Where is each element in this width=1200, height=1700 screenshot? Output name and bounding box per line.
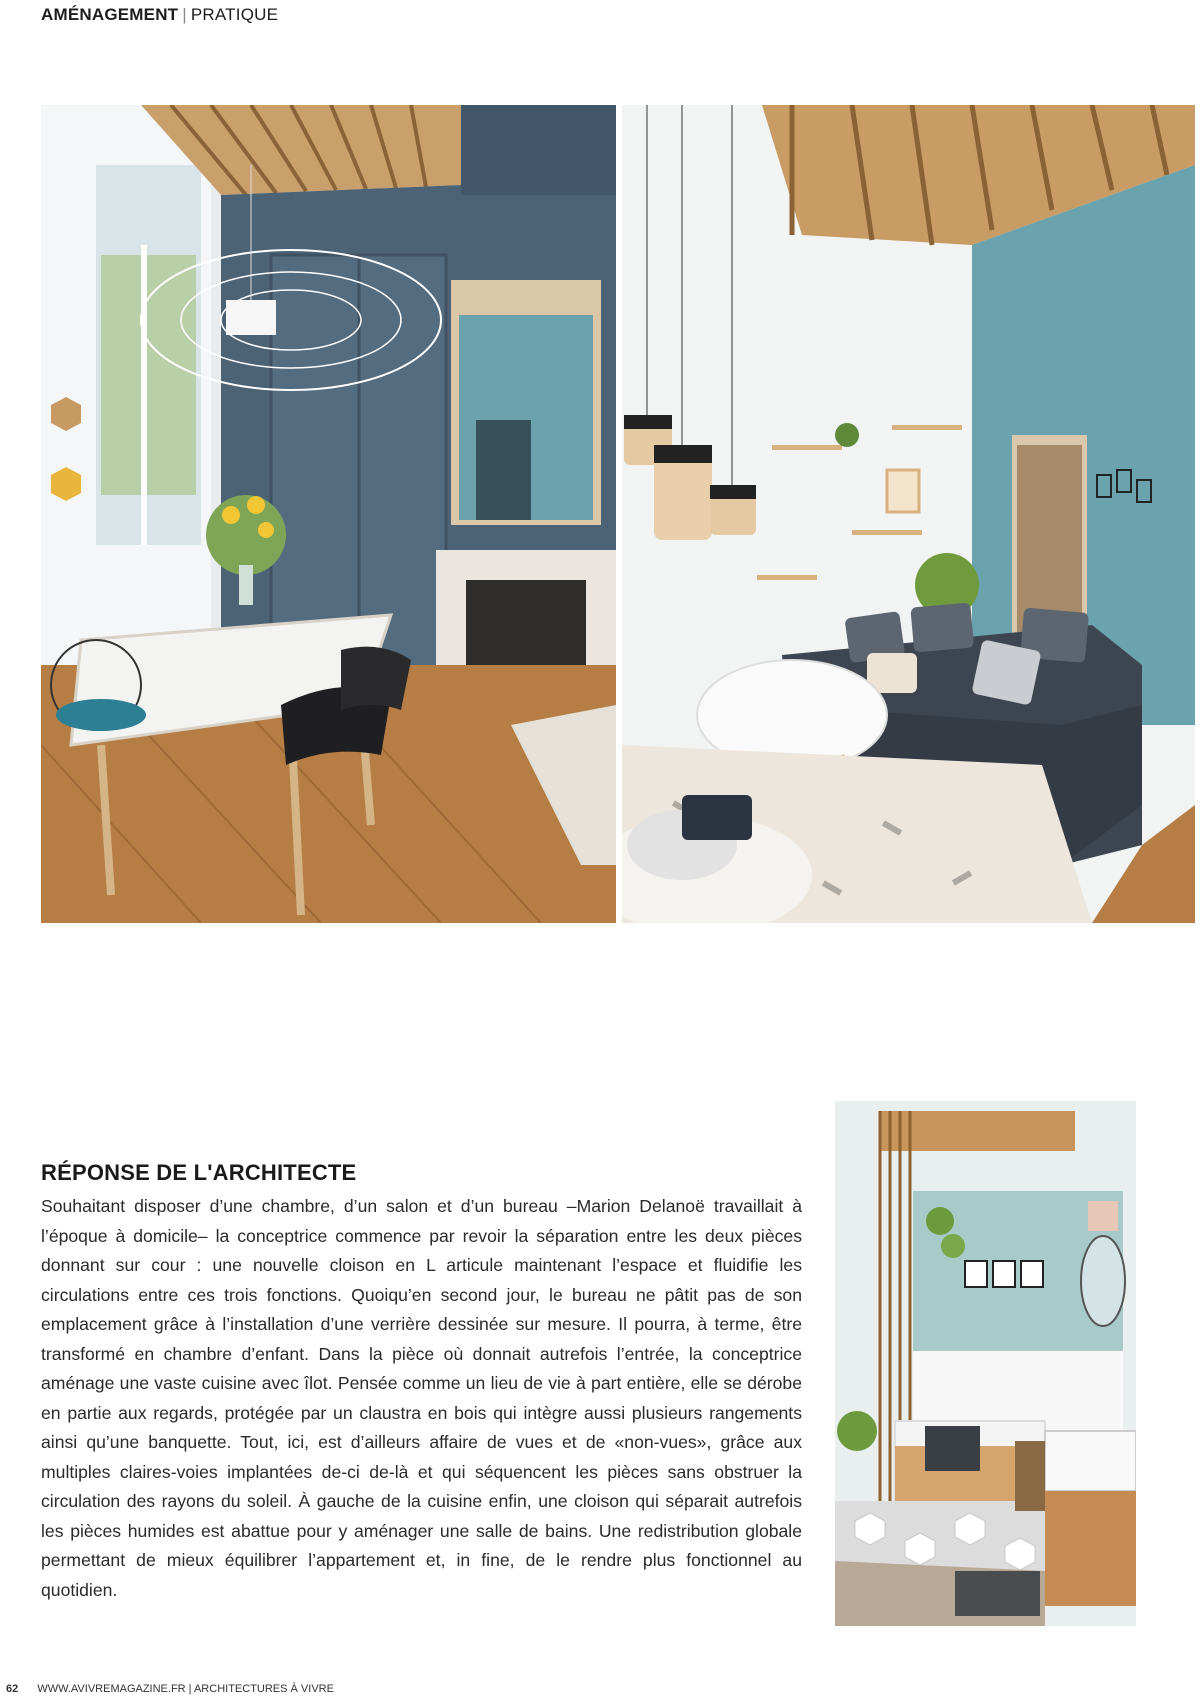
photo-bathroom <box>835 1101 1136 1626</box>
footer-text: WWW.AVIVREMAGAZINE.FR | ARCHITECTURES À VIVRE <box>37 1683 334 1695</box>
photo-living-room <box>622 105 1195 923</box>
header-separator: | <box>182 5 187 24</box>
section-label: AMÉNAGEMENT <box>41 5 179 24</box>
page-footer <box>6 1683 334 1695</box>
page-header <box>41 5 278 25</box>
subsection-label: PRATIQUE <box>190 5 279 24</box>
article <box>41 1160 802 1605</box>
article-title: RÉPONSE DE L'ARCHITECTE <box>41 1160 357 1185</box>
article-body: Souhaitant disposer d’une chambre, d’un salon et d’un bureau –Marion Delanoë travaillait à l’époque à domicile– la conceptrice commence par revoir la séparation entre les deux pièces donnant sur cour : une nouvelle cloison en L articule maintenant l’espace et fluidifie les circulations entre ces trois fonctions. Quoiqu’en second jour, le bureau ne pâtit pas de son emplacement grâce à l’installation d’une verrière dessinée sur mesure. Il pourra, à terme, être transformé en chambre d’enfant. Dans la pièce où donnait autrefois l’entrée, la conceptrice aménage une vaste cuisine avec îlot. Pensée comme un lieu de vie à part entière, elle se dérobe en partie aux regards, protégée par un claustra en bois qui intègre aussi plusieurs rangements ainsi qu’une banquette. Tout, ici, est d’ailleurs affaire de vues et de «non-vues», grâce aux multiples claires-voies implantées de-ci de-là et qui séquencent les pièces sans obstruer la circulation des rayons du soleil. À gauche de la cuisine enfin, une cloison qui séparait autrefois les pièces humides est abattue pour y aménager une salle de bains. Une redistribution globale permettant de mieux équilibrer l’appartement et, in fine, de le rendre plus fonctionnel au quotidien. <box>41 1196 802 1600</box>
photo-dining-room <box>41 105 616 923</box>
page-number: 62 <box>6 1683 19 1695</box>
